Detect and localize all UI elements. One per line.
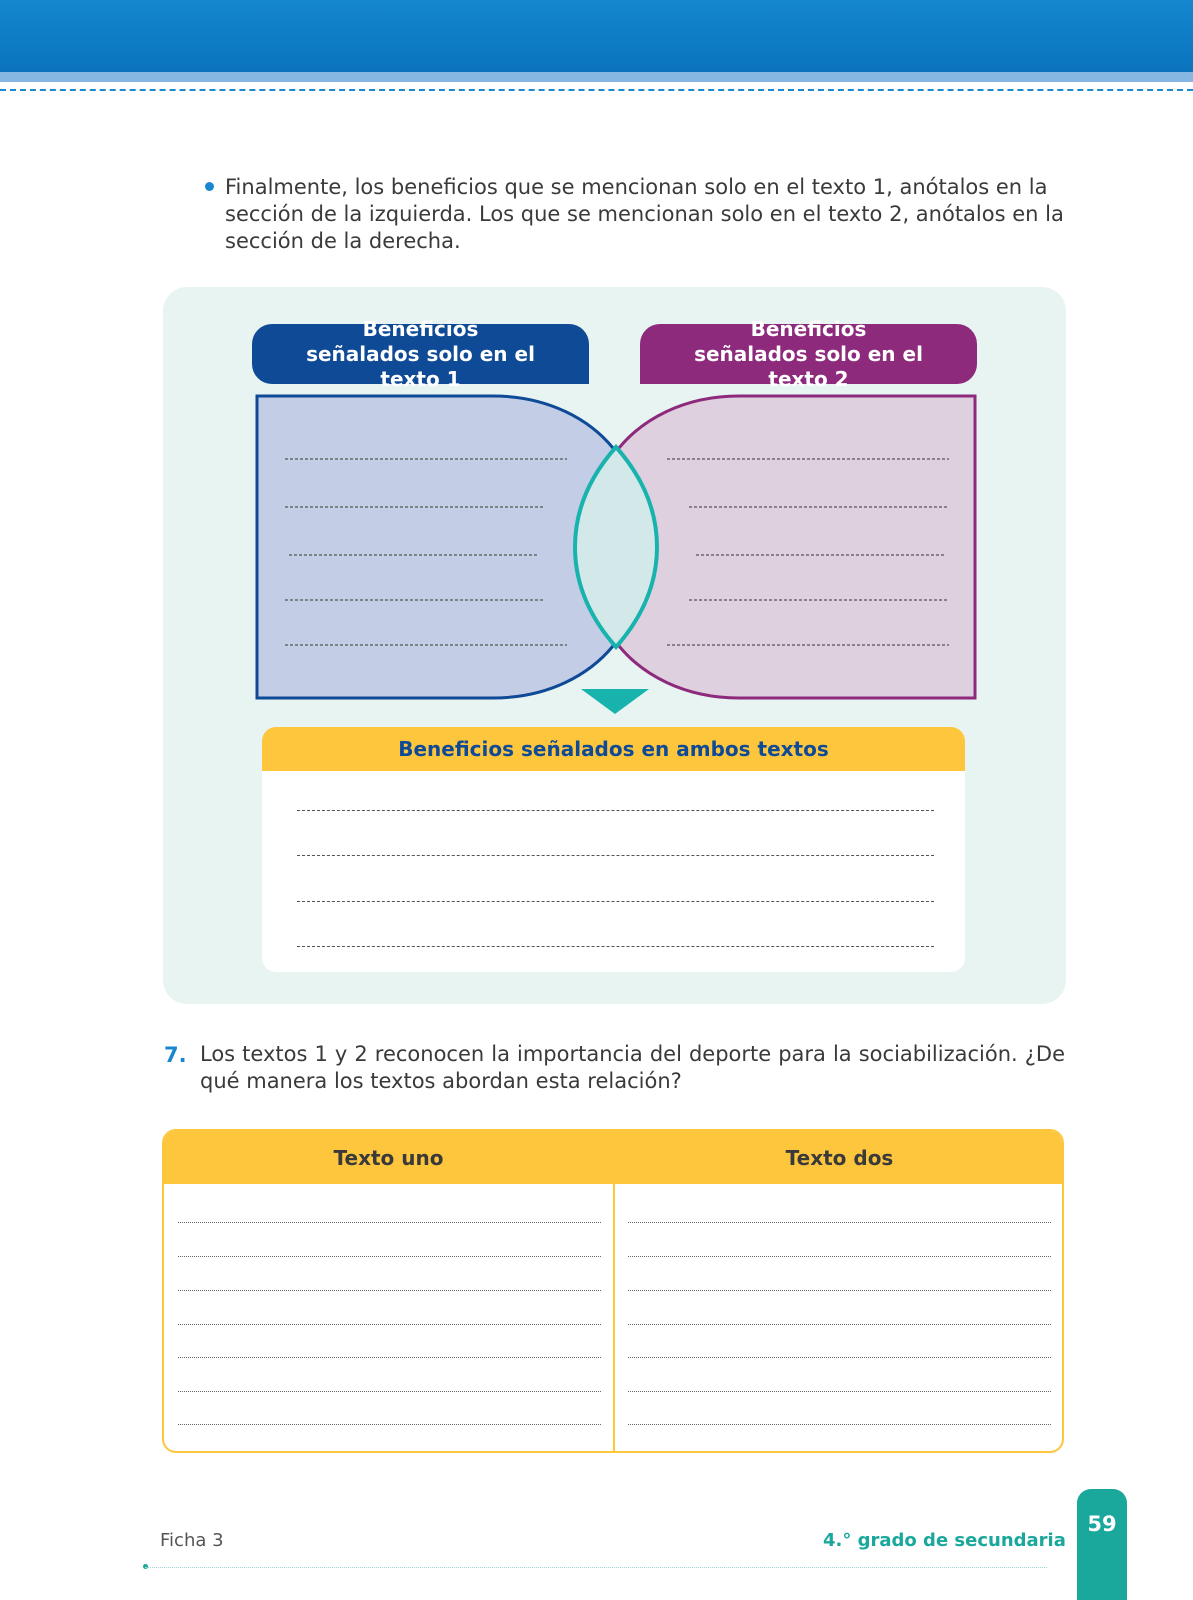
instruction-text: Finalmente, los beneficios que se mencionan solo en el texto 1, anótalos en la sección de la izquierda. Los que se mencionan solo en el texto 2, anótalos en la sección de la derecha. xyxy=(225,175,1064,253)
header-band xyxy=(0,0,1193,72)
venn-right-region[interactable] xyxy=(619,396,975,698)
texto-dos-line-4[interactable] xyxy=(628,1324,1051,1325)
texto-uno-line-2[interactable] xyxy=(178,1256,601,1257)
both-line-2[interactable] xyxy=(297,855,934,856)
header-divider xyxy=(0,89,1193,91)
page-number-tab xyxy=(1077,1489,1127,1600)
label-text2 xyxy=(640,316,977,391)
venn-left-region[interactable] xyxy=(257,396,613,698)
footer-ficha: Ficha 3 xyxy=(160,1530,224,1551)
texto-uno-line-5[interactable] xyxy=(178,1357,601,1358)
both-texts-box xyxy=(262,727,965,972)
answer-table xyxy=(162,1129,1064,1453)
texto-dos-line-5[interactable] xyxy=(628,1357,1051,1358)
label-text1 xyxy=(252,316,589,391)
texto-dos-line-6[interactable] xyxy=(628,1391,1051,1392)
texto-uno-line-4[interactable] xyxy=(178,1324,601,1325)
both-line-4[interactable] xyxy=(297,946,934,947)
column-divider xyxy=(613,1131,615,1453)
arrow-down-icon xyxy=(581,689,649,714)
question-number: 7. xyxy=(164,1043,187,1067)
texto-dos-line-3[interactable] xyxy=(628,1290,1051,1291)
texto-dos-line-2[interactable] xyxy=(628,1256,1051,1257)
label-text2-text: Beneficios señalados solo en el texto 2 xyxy=(694,316,923,391)
bullet-icon xyxy=(205,182,214,191)
question-text: Los textos 1 y 2 reconocen la importancia del deporte para la sociabilización. ¿De qué manera los textos abordan esta relación? xyxy=(200,1042,1065,1093)
label-text1-text: Beneficios señalados solo en el texto 1 xyxy=(306,316,535,391)
both-line-1[interactable] xyxy=(297,810,934,811)
footer-grade: 4.° grado de secundaria xyxy=(823,1530,1066,1551)
texto-dos-line-7[interactable] xyxy=(628,1424,1051,1425)
texto-uno-line-3[interactable] xyxy=(178,1290,601,1291)
both-texts-header: Beneficios señalados en ambos textos xyxy=(262,727,965,771)
texto-uno-line-6[interactable] xyxy=(178,1391,601,1392)
column-header-texto-uno: Texto uno xyxy=(164,1131,613,1184)
column-header-texto-dos: Texto dos xyxy=(615,1131,1064,1184)
texto-dos-line-1[interactable] xyxy=(628,1222,1051,1223)
footer-divider xyxy=(145,1567,1047,1568)
venn-diagram xyxy=(255,392,977,722)
texto-uno-line-7[interactable] xyxy=(178,1424,601,1425)
texto-uno-line-1[interactable] xyxy=(178,1222,601,1223)
both-line-3[interactable] xyxy=(297,901,934,902)
header-strip xyxy=(0,72,1193,82)
page-number: 59 xyxy=(1087,1512,1117,1536)
